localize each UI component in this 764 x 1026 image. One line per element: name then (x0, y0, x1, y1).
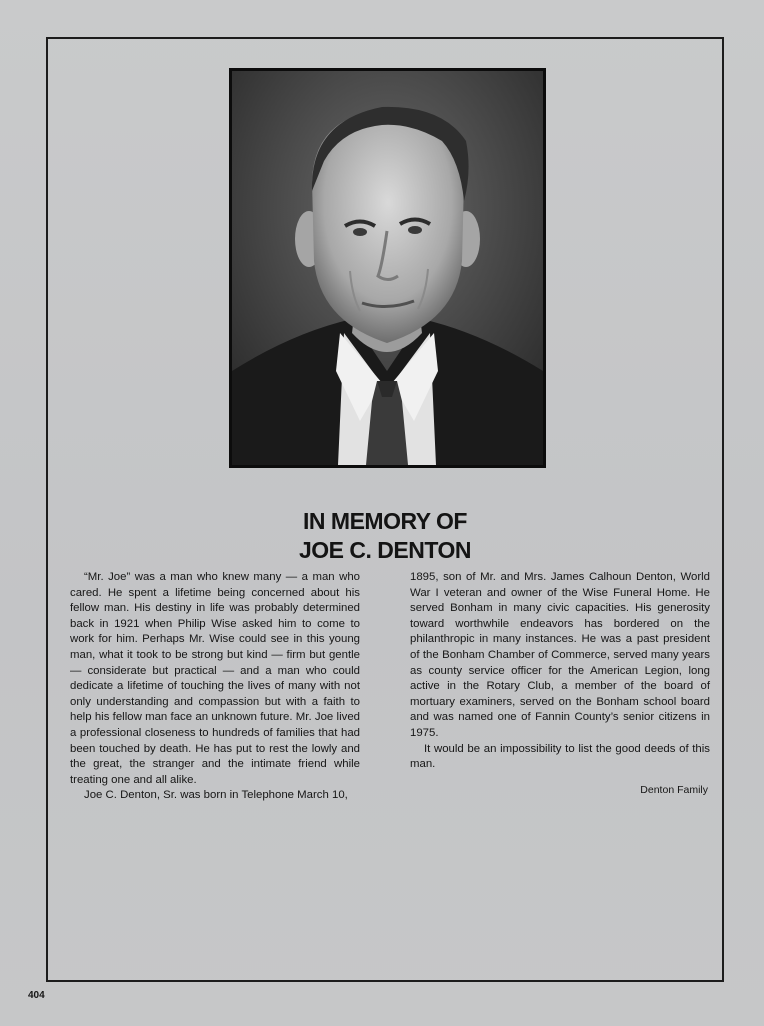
signature: Denton Family (640, 784, 708, 796)
left-paragraph-1: “Mr. Joe” was a man who knew many — a man who cared. He spent a lifetime being concerned about his fellow man. His destiny in life was probably determined back in 1921 when Philip Wise asked him to come to work for him. Perhaps Mr. Wise could see in this young man, what it took to be strong but kind — firm but gentle — considerate but practical — and a man who could dedicate a lifetime of touching the lives of many with not only understanding and compassion but with a faith to help his fellow man face an unknown future. Mr. Joe lived a professional closeness to hundreds of families that had been touched by death. He has put to rest the lowly and the great, the stranger and the intimate friend while treating one and all alike. (70, 571, 360, 786)
title-line-1: IN MEMORY OF (303, 508, 467, 534)
right-paragraph-1: 1895, son of Mr. and Mrs. James Calhoun Denton, World War I veteran and owner of the Wise Funeral Home. He served Bonham in many civic capacities. His generosity toward worthwhile endeavors has bordered on the philanthropic in many instances. He was a past president of the Bonham Chamber of Commerce, served many years as county service officer for the American Legion, long active in the Rotary Club, a member of the board of mortuary examiners, served on the Bonham school board and was named one of Fannin County’s senior citizens in 1975. (410, 571, 710, 739)
title-line-2: JOE C. DENTON (299, 537, 471, 563)
left-paragraph-2: Joe C. Denton, Sr. was born in Telephone March 10, (84, 789, 348, 802)
portrait-illustration (232, 71, 543, 465)
portrait-photo (229, 68, 546, 468)
page-number: 404 (28, 990, 45, 1001)
right-paragraph-2: It would be an impossibility to list the good deeds of this man. (410, 742, 710, 771)
left-column (70, 570, 360, 804)
right-column (410, 570, 710, 773)
